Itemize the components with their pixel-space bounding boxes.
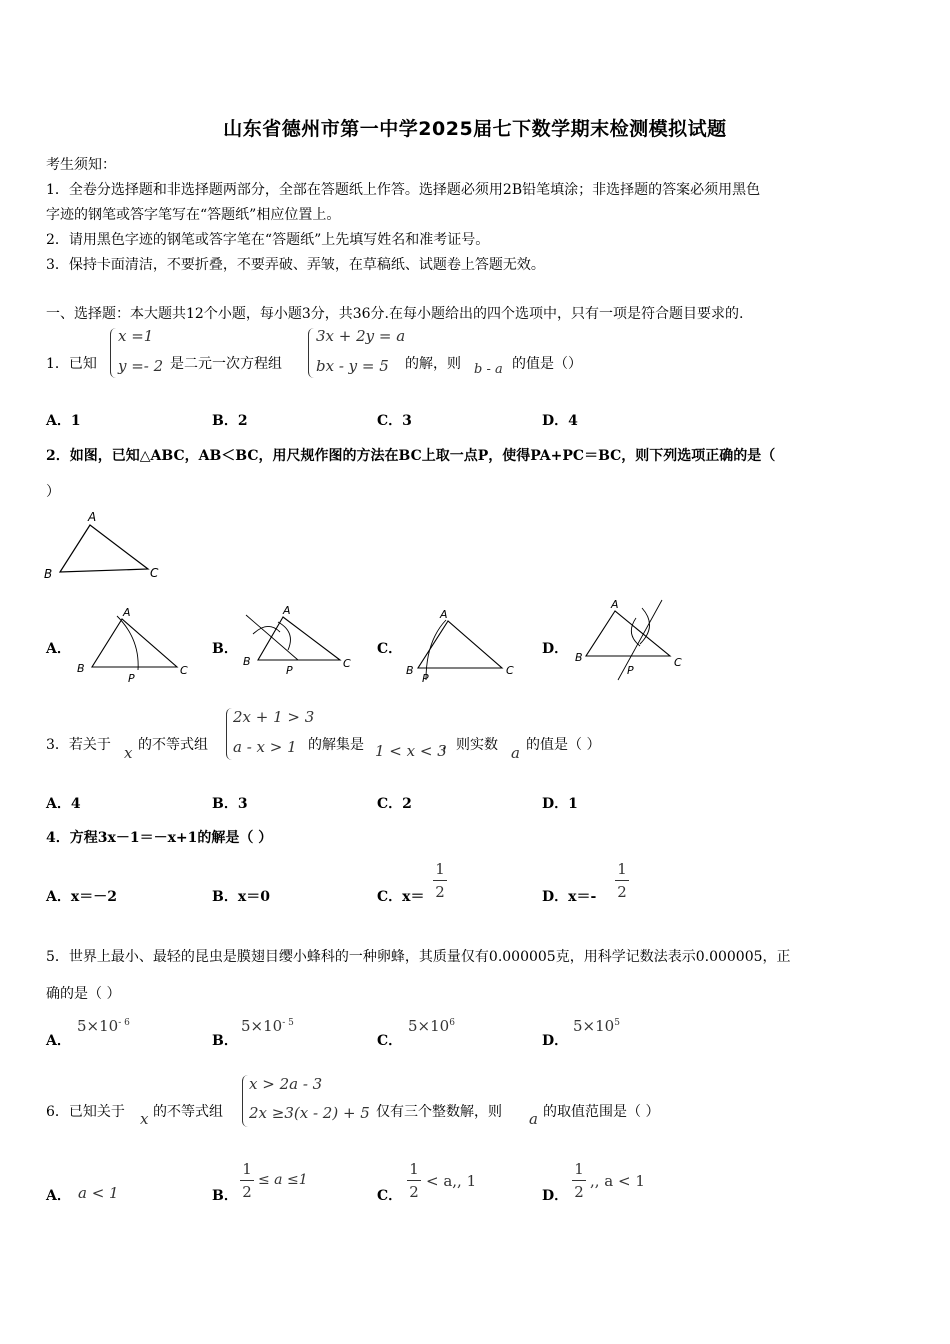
q2-main-triangle — [40, 508, 170, 583]
q4-text: 4．方程3x－1＝－x+1的解是（ ） — [46, 830, 273, 846]
q5-option-d-value: $5\times 10^5$ — [573, 1017, 620, 1035]
label-a: A — [440, 608, 448, 621]
q5-option-a[interactable]: A． — [46, 1033, 71, 1049]
triangle — [418, 621, 502, 668]
notice-item-2: 2．请用黑色字迹的钢笔或答字笔在“答题纸”上先填写姓名和准考证号。 — [46, 232, 490, 248]
triangle-abc — [60, 525, 148, 572]
q4-option-a[interactable]: A．x＝－2 — [46, 889, 117, 905]
q3-range: 1 < x < 3 — [375, 742, 447, 760]
label-c: C — [150, 566, 159, 580]
label-a: A — [88, 510, 97, 524]
page-title: 山东省德州市第一中学2025届七下数学期末检测模拟试题 — [223, 118, 727, 140]
q6-option-b-fraction — [240, 1160, 254, 1201]
triangle — [586, 611, 670, 656]
q1-option-a[interactable]: A．1 — [46, 413, 81, 429]
q1-tail: 的值是（） — [512, 356, 582, 372]
q6-option-b-expr: ≤ a ≤1 — [258, 1172, 308, 1188]
label-b: B — [44, 567, 53, 581]
q2-text-line2: ） — [46, 484, 60, 500]
q6-option-d-fraction — [572, 1160, 586, 1201]
fraction-bar — [240, 1180, 254, 1181]
q5-option-c[interactable]: C． — [377, 1033, 403, 1049]
q3-num: 3．若关于 — [46, 737, 111, 753]
q3-sys-eq1: 2x + 1 > 3 — [233, 708, 315, 726]
label-b: B — [77, 662, 85, 675]
q1-sys1-eq2: y =- 2 — [118, 357, 164, 375]
fraction-bar — [433, 880, 447, 881]
q3-mid2: 的解集是 — [308, 737, 364, 753]
q2-option-b[interactable]: B． — [212, 641, 238, 657]
q1-option-c[interactable]: C．3 — [377, 413, 412, 429]
label-p: P — [422, 672, 429, 685]
q6-var-x: x — [140, 1110, 149, 1128]
q3-option-d[interactable]: D．1 — [542, 796, 578, 812]
label-c: C — [343, 657, 351, 670]
section-heading: 一、选择题：本大题共12个小题，每小题3分，共36分.在每小题给出的四个选项中，只有一项是符合题目要求的. — [46, 306, 744, 322]
q6-var-a: a — [529, 1110, 538, 1128]
q6-sys-eq1: x > 2a - 3 — [249, 1075, 323, 1093]
q1-option-d[interactable]: D．4 — [542, 413, 578, 429]
numerator: 1 — [435, 860, 445, 878]
q3-mid3: ，则实数 — [442, 737, 498, 753]
q3-option-c[interactable]: C．2 — [377, 796, 412, 812]
q3-option-a[interactable]: A．4 — [46, 796, 81, 812]
q2-option-a[interactable]: A． — [46, 641, 71, 657]
q3-option-b[interactable]: B．3 — [212, 796, 248, 812]
numerator: 1 — [409, 1160, 419, 1178]
q2-text-line1: 2．如图，已知△ABC，AB＜BC，用尺规作图的方法在BC上取一点P，使得PA+PC＝BC，则下列选项正确的是（ — [46, 448, 776, 464]
label-a: A — [283, 604, 291, 617]
q6-option-b[interactable]: B． — [212, 1188, 238, 1204]
label-c: C — [674, 656, 682, 669]
label-b: B — [243, 655, 251, 668]
q2-option-c[interactable]: C． — [377, 641, 403, 657]
q6-option-a-expr: a < 1 — [78, 1184, 119, 1202]
q5-option-b-value: $5\times 10^{- 5}$ — [241, 1017, 294, 1035]
perpendicular-bisector — [618, 600, 662, 680]
notice-heading: 考生须知： — [46, 157, 116, 173]
q1-num: 1．已知 — [46, 356, 97, 372]
label-b: B — [575, 651, 583, 664]
notice-item-1-cont: 字迹的钢笔或答字笔写在“答题纸”相应位置上。 — [46, 207, 341, 223]
q6-option-c-expr: < a,, 1 — [426, 1172, 477, 1190]
fraction-bar — [407, 1180, 421, 1181]
q2-option-b-figure[interactable] — [238, 602, 363, 682]
notice-item-1: 1．全卷分选择题和非选择题两部分，全部在答题纸上作答。选择题必须用2B铅笔填涂；非选择题的答案必须用黑色 — [46, 182, 761, 198]
label-c: C — [506, 664, 514, 677]
q4-option-d-fraction — [615, 860, 629, 901]
q3-sys-eq2: a - x > 1 — [233, 738, 297, 756]
q6-option-c[interactable]: C． — [377, 1188, 403, 1204]
q1-mid: 是二元一次方程组 — [170, 356, 282, 372]
q6-sys-eq2: 2x ≥3(x - 2) + 5 — [249, 1104, 370, 1122]
q1-sys1-eq1: x =1 — [118, 327, 154, 345]
label-p: P — [286, 664, 293, 677]
q6-mid2: 仅有三个整数解，则 — [376, 1104, 502, 1120]
numerator: 1 — [242, 1160, 252, 1178]
q5-text-line2: 确的是（ ） — [46, 986, 121, 1002]
q1-sys2-eq1: 3x + 2y = a — [316, 327, 406, 345]
q5-option-d[interactable]: D． — [542, 1033, 569, 1049]
q5-option-c-value: $5\times 10^6$ — [408, 1017, 455, 1035]
q2-option-c-figure[interactable] — [404, 606, 529, 686]
label-a: A — [611, 598, 619, 611]
q6-option-c-fraction — [407, 1160, 421, 1201]
q5-option-b[interactable]: B． — [212, 1033, 238, 1049]
q1-mid2: 的解，则 — [405, 356, 461, 372]
label-c: C — [180, 664, 188, 677]
numerator: 1 — [617, 860, 627, 878]
q2-option-d[interactable]: D． — [542, 641, 569, 657]
q1-option-b[interactable]: B．2 — [212, 413, 248, 429]
q6-num: 6．已知关于 — [46, 1104, 125, 1120]
denominator: 2 — [435, 883, 445, 901]
label-p: P — [627, 664, 634, 677]
denominator: 2 — [574, 1183, 584, 1201]
q2-option-d-figure[interactable] — [570, 596, 695, 681]
q6-tail: 的取值范围是（ ） — [543, 1104, 660, 1120]
q6-mid: 的不等式组 — [153, 1104, 223, 1120]
q6-option-a[interactable]: A． — [46, 1188, 71, 1204]
q4-option-d[interactable]: D．x＝- — [542, 889, 597, 905]
q3-mid: 的不等式组 — [138, 737, 208, 753]
q3-var-x: x — [124, 744, 133, 762]
label-b: B — [406, 664, 414, 677]
label-a: A — [123, 606, 131, 619]
fraction-bar — [572, 1180, 586, 1181]
q5-text-line1: 5．世界上最小、最轻的昆虫是膜翅目缨小蜂科的一种卵蜂，其质量仅有0.000005克，用科学记数法表示0.000005，正 — [46, 949, 791, 965]
q2-option-a-figure[interactable] — [72, 604, 197, 684]
q1-sys2-eq2: bx - y = 5 — [316, 357, 389, 375]
q3-var-a: a — [511, 744, 520, 762]
triangle — [258, 617, 340, 660]
denominator: 2 — [242, 1183, 252, 1201]
numerator: 1 — [574, 1160, 584, 1178]
q6-option-d-expr: ,, a < 1 — [590, 1172, 645, 1190]
label-p: P — [128, 672, 135, 684]
q4-option-c-fraction — [433, 860, 447, 901]
denominator: 2 — [617, 883, 627, 901]
q4-option-c[interactable]: C．x＝ — [377, 889, 425, 905]
q1-expr: b - a — [474, 362, 503, 377]
q5-option-a-value: $5\times 10^{- 6}$ — [77, 1017, 130, 1035]
q3-tail: 的值是（ ） — [526, 737, 601, 753]
denominator: 2 — [409, 1183, 419, 1201]
notice-item-3: 3．保持卡面清洁，不要折叠，不要弄破、弄皱，在草稿纸、试题卷上答题无效。 — [46, 257, 545, 273]
q6-option-d[interactable]: D． — [542, 1188, 569, 1204]
arc-2 — [278, 622, 290, 650]
q4-option-b[interactable]: B．x＝0 — [212, 889, 270, 905]
fraction-bar — [615, 880, 629, 881]
